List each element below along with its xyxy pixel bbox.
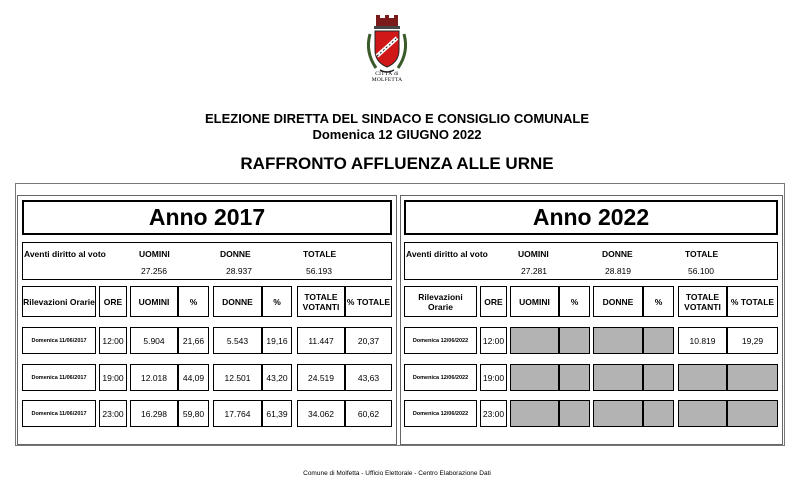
row-pct-totale: 20,37 [345, 327, 392, 354]
row-date: Domenica 12/06/2022 [404, 364, 477, 391]
row-uomini: 16.298 [130, 400, 178, 427]
eligible-voters-2017 [22, 242, 392, 280]
eligible-men-label: UOMINI [518, 249, 549, 259]
election-date: Domenica 12 GIUGNO 2022 [312, 127, 482, 142]
row-pct-donne-empty [643, 364, 674, 391]
row-pct-donne: 19,16 [262, 327, 292, 354]
row-pct-donne-empty [643, 400, 674, 427]
row-pct-totale: 60,62 [345, 400, 392, 427]
eligible-men-value: 27.281 [521, 266, 547, 276]
row-ore: 23:00 [480, 400, 507, 427]
row-date: Domenica 12/06/2022 [404, 327, 477, 354]
row-uomini-empty [510, 364, 559, 391]
row-ore: 12:00 [480, 327, 507, 354]
row-pct-totale [727, 364, 778, 391]
eligible-men-label: UOMINI [139, 249, 170, 259]
row-totale: 11.447 [297, 327, 345, 354]
row-uomini-empty [510, 400, 559, 427]
row-pct-uomini: 21,66 [178, 327, 209, 354]
row-date: Domenica 12/06/2022 [404, 400, 477, 427]
row-ore: 19:00 [99, 364, 127, 391]
row-uomini: 5.904 [130, 327, 178, 354]
row-pct-uomini-empty [559, 364, 590, 391]
election-title: ELEZIONE DIRETTA DEL SINDACO E CONSIGLIO COMUNALE [205, 111, 589, 126]
row-pct-donne-empty [643, 327, 674, 354]
eligible-women-label: DONNE [220, 249, 251, 259]
year-title-2022: Anno 2022 [404, 200, 778, 235]
row-pct-totale [727, 400, 778, 427]
eligible-women-value: 28.819 [605, 266, 631, 276]
eligible-women-value: 28.937 [226, 266, 252, 276]
row-totale [678, 400, 727, 427]
row-ore: 12:00 [99, 327, 127, 354]
row-donne: 12.501 [213, 364, 262, 391]
row-totale: 10.819 [678, 327, 727, 354]
eligible-women-label: DONNE [602, 249, 633, 259]
eligible-total-label: TOTALE [303, 249, 337, 259]
header-rilevazioni: Rilevazioni Orarie [22, 286, 96, 317]
header-pct-uomini: % [559, 286, 590, 317]
row-pct-donne: 43,20 [262, 364, 292, 391]
header-pct-totale: % TOTALE [345, 286, 392, 317]
row-pct-uomini-empty [559, 327, 590, 354]
header-pct-donne: % [643, 286, 674, 317]
header-pct-totale: % TOTALE [727, 286, 778, 317]
row-pct-uomini: 44,09 [178, 364, 209, 391]
row-pct-donne: 61,39 [262, 400, 292, 427]
row-totale: 34.062 [297, 400, 345, 427]
eligible-total-value: 56.100 [688, 266, 714, 276]
row-ore: 23:00 [99, 400, 127, 427]
row-donne: 5.543 [213, 327, 262, 354]
row-pct-totale: 19,29 [727, 327, 778, 354]
row-donne-empty [593, 327, 643, 354]
page-title: RAFFRONTO AFFLUENZA ALLE URNE [240, 154, 554, 173]
eligible-label: Aventi diritto al voto [406, 249, 488, 259]
row-pct-uomini: 59,80 [178, 400, 209, 427]
row-uomini-empty [510, 327, 559, 354]
row-donne: 17.764 [213, 400, 262, 427]
eligible-voters-2022 [404, 242, 778, 280]
header-rilevazioni: Rilevazioni Orarie [404, 286, 477, 317]
header-ore: ORE [99, 286, 127, 317]
eligible-men-value: 27.256 [141, 266, 167, 276]
row-date: Domenica 11/06/2017 [22, 400, 96, 427]
header-pct-uomini: % [178, 286, 209, 317]
row-date: Domenica 11/06/2017 [22, 364, 96, 391]
row-pct-totale: 43,63 [345, 364, 392, 391]
header-pct-donne: % [262, 286, 292, 317]
footer-credits: Comune di Molfetta - Ufficio Elettorale - Centro Elaborazione Dati [303, 470, 491, 477]
row-ore: 19:00 [480, 364, 507, 391]
eligible-total-value: 56.193 [306, 266, 332, 276]
header-ore: ORE [480, 286, 507, 317]
eligible-label: Aventi diritto al voto [24, 249, 106, 259]
header-donne: DONNE [213, 286, 262, 317]
header-donne: DONNE [593, 286, 643, 317]
eligible-total-label: TOTALE [685, 249, 719, 259]
header-uomini: UOMINI [510, 286, 559, 317]
row-donne-empty [593, 400, 643, 427]
row-totale: 24.519 [297, 364, 345, 391]
row-totale [678, 364, 727, 391]
header-totale-votanti: TOTALE VOTANTI [678, 286, 727, 317]
header-uomini: UOMINI [130, 286, 178, 317]
row-date: Domenica 11/06/2017 [22, 327, 96, 354]
row-uomini: 12.018 [130, 364, 178, 391]
row-pct-uomini-empty [559, 400, 590, 427]
year-title-2017: Anno 2017 [22, 200, 392, 235]
row-donne-empty [593, 364, 643, 391]
header-totale-votanti: TOTALE VOTANTI [297, 286, 345, 317]
crest-caption: CITTÀ di MOLFETTA [371, 71, 403, 83]
